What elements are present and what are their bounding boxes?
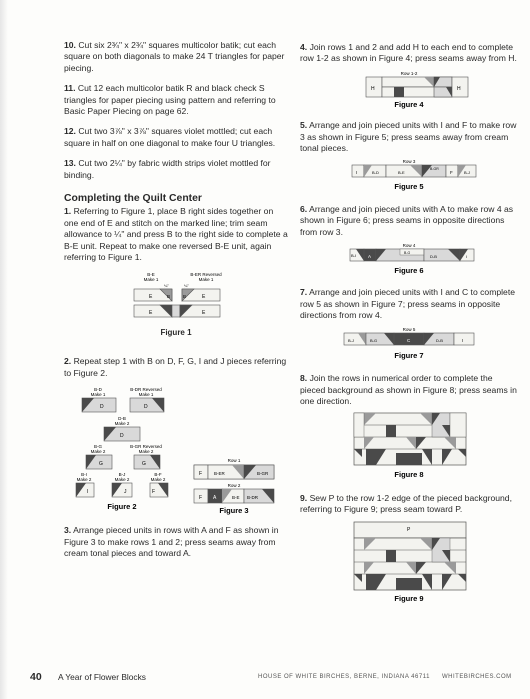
- figure-1-caption: Figure 1: [160, 327, 192, 337]
- svg-text:B-G: B-G: [93, 444, 103, 450]
- svg-text:H: H: [371, 85, 375, 92]
- svg-text:E: E: [149, 293, 153, 300]
- svg-text:Make 2: Make 2: [114, 477, 130, 483]
- svg-text:P: P: [407, 526, 411, 533]
- svg-text:G: G: [142, 461, 146, 468]
- svg-text:B-I: B-I: [81, 472, 87, 478]
- website-link[interactable]: WHITEBIRCHES.COM: [442, 674, 512, 680]
- svg-text:I: I: [466, 254, 468, 260]
- svg-text:¼": ¼": [184, 282, 189, 288]
- svg-text:E: E: [202, 309, 206, 316]
- svg-text:D: D: [144, 404, 148, 411]
- svg-text:B-D: B-D: [94, 387, 102, 393]
- svg-text:B-D: B-D: [372, 170, 379, 176]
- svg-text:E: E: [149, 309, 153, 316]
- svg-text:F: F: [152, 489, 156, 496]
- figure-5-diagram: [300, 158, 518, 194]
- svg-text:H: H: [457, 85, 461, 92]
- svg-text:D: D: [100, 404, 104, 411]
- svg-text:Row 1: Row 1: [227, 458, 241, 464]
- svg-text:Make 1: Make 1: [198, 276, 214, 282]
- svg-text:B-J: B-J: [464, 170, 470, 176]
- figure-2-caption: Figure 2: [107, 502, 137, 512]
- figure-5: [300, 158, 518, 197]
- svg-text:Make 2: Make 2: [138, 449, 154, 455]
- page-footer: [0, 671, 530, 689]
- svg-text:Make 1: Make 1: [138, 392, 154, 398]
- step-8: 8. Join the rows in numerical order to complete the pieced background as shown in Figure 8; press seams in one direction.: [300, 373, 517, 406]
- figure-4-diagram: [300, 69, 518, 111]
- svg-text:I: I: [356, 170, 358, 176]
- step-6: 6. Arrange and join pieced units with A to make row 4 as shown in Figure 6; press seams in opposite directions from row 3.: [300, 203, 514, 237]
- svg-text:B-G: B-G: [404, 251, 411, 256]
- svg-text:B-E: B-E: [147, 271, 155, 277]
- step-5: 5. Arrange and join pieced units with I and F to make row 3 as shown in Figure 5; press seams away from cream tonal pieces.: [300, 120, 517, 154]
- step-9: 9. Sew P to the row 1-2 edge of the pieced background, referring to Figure 9; press seam toward P.: [300, 492, 512, 515]
- svg-text:F: F: [450, 170, 453, 176]
- svg-text:B-ER: B-ER: [214, 471, 225, 477]
- figure-1: [64, 270, 288, 339]
- figure-5-caption: Figure 5: [394, 182, 424, 192]
- figure-8: [300, 411, 518, 486]
- svg-text:Make 2: Make 2: [114, 421, 130, 427]
- svg-text:Make 2: Make 2: [90, 449, 106, 455]
- figure-3-caption: Figure 3: [219, 506, 249, 516]
- svg-text:D-B: D-B: [430, 254, 437, 260]
- figure-6-caption: Figure 6: [394, 266, 424, 276]
- svg-text:A: A: [368, 254, 372, 260]
- svg-text:I: I: [87, 489, 89, 496]
- svg-text:C: C: [407, 337, 411, 343]
- step-12: 12. Cut two 3⅞" x 3⅞" squares violet mottled; cut each square in half on one diagonal to make four U triangles.: [64, 126, 276, 148]
- svg-text:B-ER Reversed: B-ER Reversed: [190, 271, 222, 277]
- figure-9-diagram: [300, 520, 518, 604]
- svg-text:Row 2: Row 2: [227, 483, 241, 489]
- svg-text:Row 5: Row 5: [402, 326, 416, 332]
- step-11: 11. Cut 12 each multicolor batik R and black check S triangles for paper piecing using pattern and referring to Basic Paper Piecing on page 62.: [64, 83, 276, 117]
- svg-text:F: F: [199, 495, 203, 502]
- figures-2-3: [64, 383, 288, 521]
- svg-text:D-B: D-B: [118, 416, 126, 422]
- svg-text:B-I: B-I: [351, 253, 357, 259]
- figure-8-diagram: [300, 411, 518, 483]
- svg-text:Row 3: Row 3: [402, 159, 416, 165]
- figure-2-3-diagram: [64, 383, 288, 521]
- step-1: 1. Referring to Figure 1, place B right sides together on one end of E and stitch on the marked line; trim seam allowance to ¼" and press B to the right side to complete a B-E unit. Repeat to make one reversed B-E unit, again referring to Figure 1.: [64, 206, 288, 263]
- svg-text:Row 4: Row 4: [402, 243, 416, 249]
- step-7: 7. Arrange and join pieced units with I and C to complete row 5 as shown in Figure 7; press seams in opposite directions from row 4.: [300, 287, 515, 321]
- svg-text:A: A: [213, 495, 217, 502]
- left-column: [64, 40, 288, 568]
- svg-text:I: I: [462, 337, 464, 343]
- svg-text:B-E: B-E: [398, 170, 405, 176]
- svg-text:J: J: [124, 489, 127, 496]
- figure-9-caption: Figure 9: [394, 593, 424, 603]
- figure-6-diagram: [300, 242, 518, 278]
- svg-text:D-B: D-B: [436, 337, 443, 343]
- svg-text:B-DR Reversed: B-DR Reversed: [130, 387, 162, 393]
- step-10: 10. Cut six 2¾" x 2¾" squares multicolor batik; cut each square on both diagonals to make 24 T triangles for paper piecing.: [64, 40, 285, 73]
- svg-text:B: B: [183, 293, 187, 299]
- figure-7-diagram: [300, 326, 518, 364]
- svg-text:B-G: B-G: [370, 337, 378, 343]
- step-3: 3. Arrange pieced units in rows with A and F as shown in Figure 3 to make rows 1 and 2; press seams away from cream tonal pieces and toward A.: [64, 525, 279, 558]
- svg-text:¼": ¼": [164, 282, 169, 288]
- svg-text:E: E: [202, 293, 206, 300]
- svg-text:B: B: [167, 293, 171, 299]
- svg-text:Make 2: Make 2: [150, 477, 166, 483]
- svg-text:B-E: B-E: [232, 495, 240, 501]
- book-title: A Year of Flower Blocks: [58, 672, 146, 682]
- svg-text:D: D: [120, 433, 124, 440]
- figure-6: [300, 242, 518, 281]
- svg-text:B-GR: B-GR: [257, 471, 269, 477]
- figure-9: [300, 520, 518, 607]
- svg-text:Row 1-2: Row 1-2: [400, 70, 418, 76]
- figure-4: [300, 69, 518, 114]
- figure-7: [300, 326, 518, 367]
- figure-8-caption: Figure 8: [394, 470, 424, 480]
- publisher-line: HOUSE OF WHITE BIRCHES, BERNE, INDIANA 46711: [258, 674, 430, 680]
- right-column: [300, 42, 518, 607]
- svg-text:G: G: [99, 461, 103, 468]
- svg-text:F: F: [199, 471, 203, 478]
- svg-text:B-DR: B-DR: [247, 495, 258, 501]
- svg-text:B-F: B-F: [154, 472, 162, 478]
- svg-text:Make 1: Make 1: [90, 392, 106, 398]
- svg-text:B-GR Reversed: B-GR Reversed: [130, 444, 162, 450]
- page-edge-shadow: [0, 0, 8, 699]
- step-2: 2. Repeat step 1 with B on D, F, G, I and J pieces referring to Figure 2.: [64, 356, 287, 378]
- svg-text:B-GR: B-GR: [430, 167, 439, 172]
- figure-7-caption: Figure 7: [394, 350, 424, 360]
- section-heading: Completing the Quilt Center: [64, 193, 202, 205]
- svg-text:Make 2: Make 2: [76, 477, 92, 483]
- svg-text:B-J: B-J: [348, 337, 354, 343]
- figure-4-caption: Figure 4: [394, 99, 424, 109]
- svg-text:B-J: B-J: [118, 472, 126, 478]
- figure-1-diagram: [64, 270, 288, 336]
- svg-text:Make 1: Make 1: [143, 276, 159, 282]
- page-number: 40: [30, 671, 42, 683]
- step-13: 13. Cut two 2¼" by fabric width strips violet mottled for binding.: [64, 158, 271, 180]
- step-4: 4. Join rows 1 and 2 and add H to each end to complete row 1-2 as shown in Figure 4; press seams away from H.: [300, 42, 517, 64]
